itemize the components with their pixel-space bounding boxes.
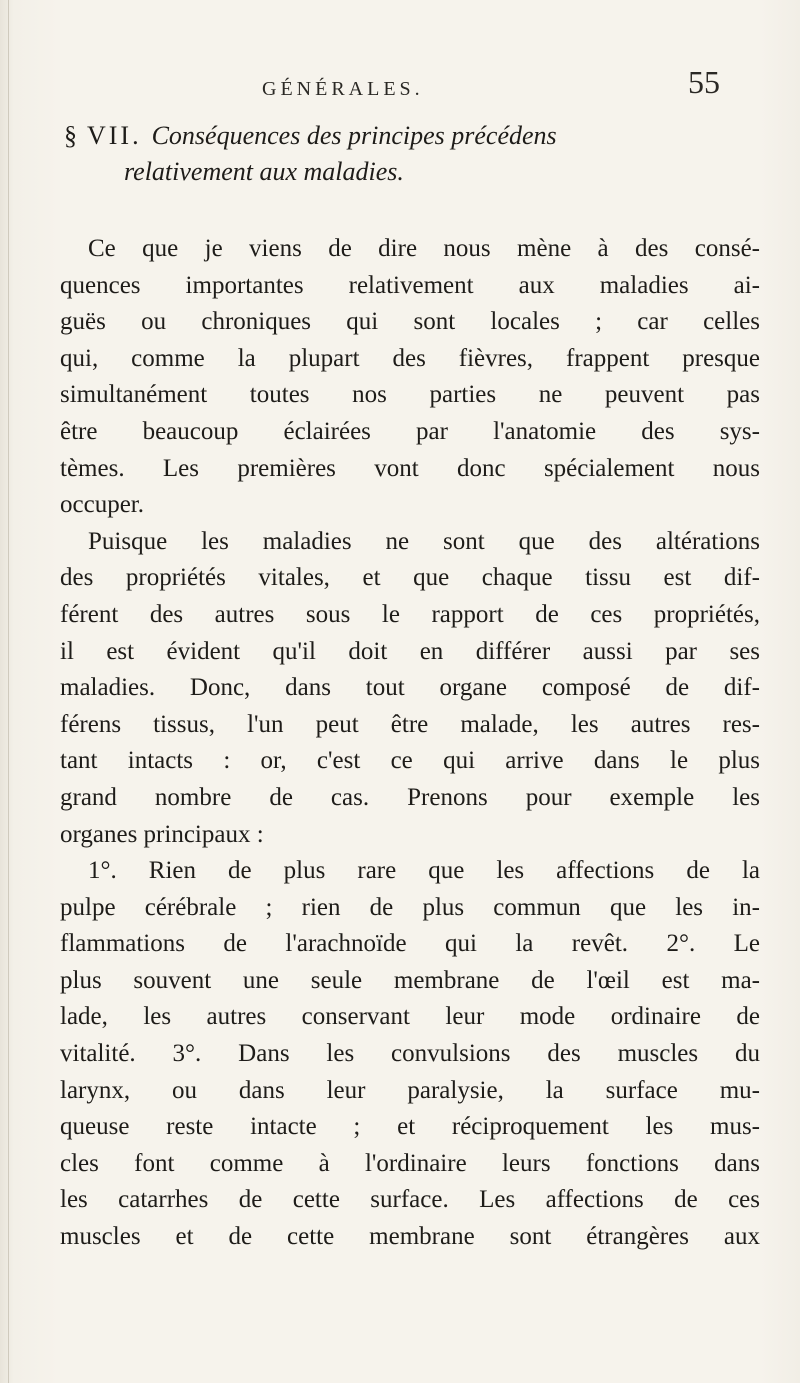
text-line: être beaucoup éclairées par l'anatomie des sys- <box>60 417 760 445</box>
text-line: plus souvent une seule membrane de l'œil est ma- <box>60 966 760 994</box>
text-line: cles font comme à l'ordinaire leurs fonctions dans <box>60 1149 760 1177</box>
text-line: guës ou chroniques qui sont locales ; car celles <box>60 308 760 336</box>
text-line: qui, comme la plupart des fièvres, frappent presque <box>60 344 760 372</box>
running-head: GÉNÉRALES. <box>262 78 424 100</box>
section-title-line2: relativement aux maladies. <box>124 157 404 186</box>
text-line: des propriétés vitales, et que chaque tissu est dif- <box>60 564 760 592</box>
body-text <box>60 231 760 1256</box>
text-line: occuper. <box>60 491 144 519</box>
text-line: quences importantes relativement aux maladies ai- <box>60 271 760 299</box>
page-number: 55 <box>688 64 720 100</box>
text-line: simultanément toutes nos parties ne peuvent pas <box>60 381 760 409</box>
text-line: tèmes. Les premières vont donc spécialement nous <box>60 454 760 482</box>
text-line: Puisque les maladies ne sont que des altérations <box>88 527 760 555</box>
section-number: VII. <box>87 121 142 150</box>
section-title-line1: Conséquences des principes précédens <box>151 121 557 150</box>
text-line: tant intacts : or, c'est ce qui arrive dans le plus <box>60 747 760 775</box>
section-heading <box>64 118 754 190</box>
text-line: il est évident qu'il doit en différer aussi par ses <box>60 637 760 665</box>
section-mark: § <box>64 121 77 150</box>
text-line: férens tissus, l'un peut être malade, les autres res- <box>60 710 760 738</box>
text-line: lade, les autres conservant leur mode ordinaire de <box>60 1003 760 1031</box>
text-line: 1°. Rien de plus rare que les affections de la <box>88 857 760 885</box>
text-line: les catarrhes de cette surface. Les affections de ces <box>60 1186 760 1214</box>
text-line: organes principaux : <box>60 820 264 848</box>
text-line: queuse reste intacte ; et réciproquement les mus- <box>60 1113 760 1141</box>
text-line: grand nombre de cas. Prenons pour exemple les <box>60 783 760 811</box>
text-line: pulpe cérébrale ; rien de plus commun que les in- <box>60 893 760 921</box>
text-line: muscles et de cette membrane sont étrangères aux <box>60 1223 760 1251</box>
text-line: larynx, ou dans leur paralysie, la surface mu- <box>60 1076 760 1104</box>
text-line: flammations de l'arachnoïde qui la revêt. 2°. Le <box>60 930 760 958</box>
page-gutter <box>8 0 9 1383</box>
text-line: Ce que je viens de dire nous mène à des consé- <box>88 235 760 262</box>
text-line: vitalité. 3°. Dans les convulsions des muscles du <box>60 1040 760 1068</box>
text-line: férent des autres sous le rapport de ces propriétés, <box>60 600 760 628</box>
text-line: maladies. Donc, dans tout organe composé de dif- <box>60 674 760 702</box>
